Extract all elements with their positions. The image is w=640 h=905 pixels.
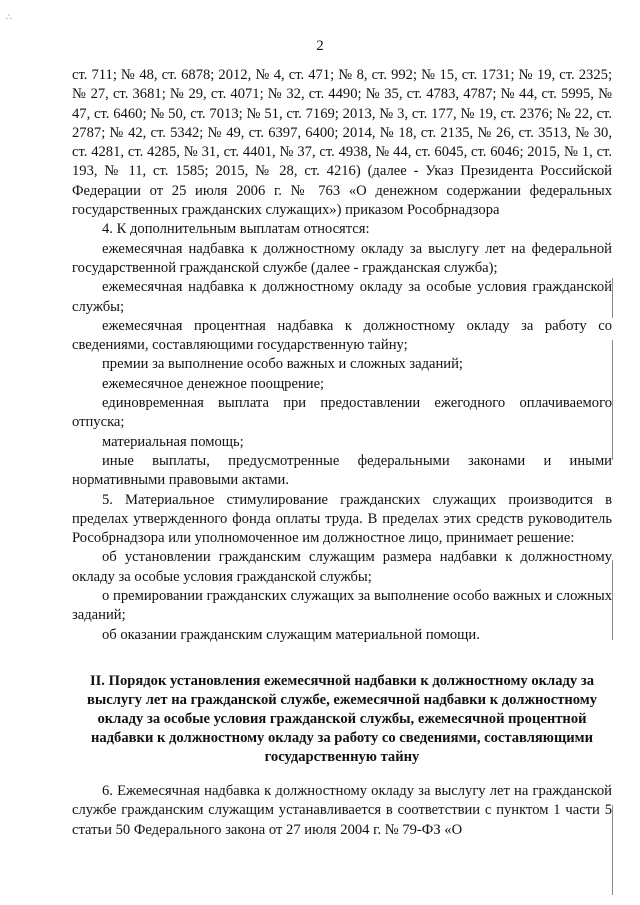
list-item-state-secret-bonus: ежемесячная процентная надбавка к должностному окладу за работу со сведениями, составляющими государственную тайну; <box>72 317 612 354</box>
list-item-other-payments: иные выплаты, предусмотренные федеральными законами и иными нормативными правовыми актами. <box>72 452 612 489</box>
page-number: 2 <box>316 38 324 54</box>
list-item-decision-bonuses: о премировании гражданских служащих за выполнение особо важных и сложных заданий; <box>72 588 612 624</box>
scan-corner-mark: ∴ <box>6 12 12 22</box>
scan-edge-line <box>612 560 613 640</box>
list-item-special-tasks-bonus: премии за выполнение особо важных и сложных заданий; <box>102 356 463 373</box>
scan-edge-line <box>612 340 613 460</box>
list-item-monthly-incentive: ежемесячное денежное поощрение; <box>102 375 325 392</box>
section-heading-text: II. Порядок установления ежемесячной надбавки к должностному окладу за выслугу лет на гражданской службе, ежемесячной надбавки к должностному окладу за особые условия гражданской службы, ежемесячной процентной надбавки к должностному окладу за работу со сведениями, составляющими государственную тайну <box>86 673 598 765</box>
section-heading <box>72 672 612 767</box>
list-item-special-conditions-bonus: ежемесячная надбавка к должностному окладу за особые условия гражданской службы; <box>72 279 612 315</box>
list-item-material-aid: материальная помощь; <box>102 433 244 450</box>
paragraph-5: 5. Материальное стимулирование гражданских служащих производится в пределах утвержденного фонда оплаты труда. В пределах этих средств руководитель Рособрнадзора или уполномоченное им должностное лицо, принимает решение: <box>72 491 612 547</box>
list-item-decision-material-aid: об оказании гражданским служащим материальной помощи. <box>102 626 480 643</box>
body-text-block-2 <box>72 782 612 840</box>
scan-edge-line <box>612 805 613 895</box>
paragraph-6: 6. Ежемесячная надбавка к должностному окладу за выслугу лет на гражданской службе гражданским служащим устанавливается в соответствии с пунктом 1 части 5 статьи 50 Федерального закона от 27 июля 2004 г. № 79-ФЗ «О <box>72 783 612 838</box>
scan-edge-line <box>612 278 613 318</box>
paragraph-4: 4. К дополнительным выплатам относятся: <box>102 221 370 238</box>
list-item-vacation-payment: единовременная выплата при предоставлении ежегодного оплачиваемого отпуска; <box>72 395 612 431</box>
list-item-decision-special-conditions: об установлении гражданским служащим размера надбавки к должностному окладу за особые условия гражданской службы; <box>72 549 612 585</box>
paragraph-citation-continuation: ст. 711; № 48, ст. 6878; 2012, № 4, ст. 471; № 8, ст. 992; № 15, ст. 1731; № 19, ст. 2325; № 27, ст. 3681; № 29, ст. 4071; № 32, ст. 4490; № 35, ст. 4783, 4787; № 44, ст. 5995, № 47, ст. 6460; № 50, ст. 7013; № 51, ст. 7169; 2013, № 3, ст. 177, № 19, ст. 2376; № 22, ст. 2787; № 42, ст. 5342; № 49, ст. 6397, 6400; 2014, № 18, ст. 2135, № 26, ст. 3513, № 30, ст. 4281, ст. 4285, № 31, ст. 4401, № 37, ст. 4938, № 44, ст. 6045, ст. 6046; 2015, № 1, ст. 193, № 11, ст. 1585; 2015, № 28, ст. 4216) (далее - Указ Президента Российской Федерации от 25 июля 2006 г. № 763 «О денежном содержании федеральных государственных гражданских служащих») приказом Рособрнадзора <box>72 67 612 219</box>
list-item-seniority-bonus: ежемесячная надбавка к должностному окладу за выслугу лет на федеральной государственной гражданской службе (далее - гражданская служба); <box>72 240 612 276</box>
body-text-block <box>72 66 612 645</box>
